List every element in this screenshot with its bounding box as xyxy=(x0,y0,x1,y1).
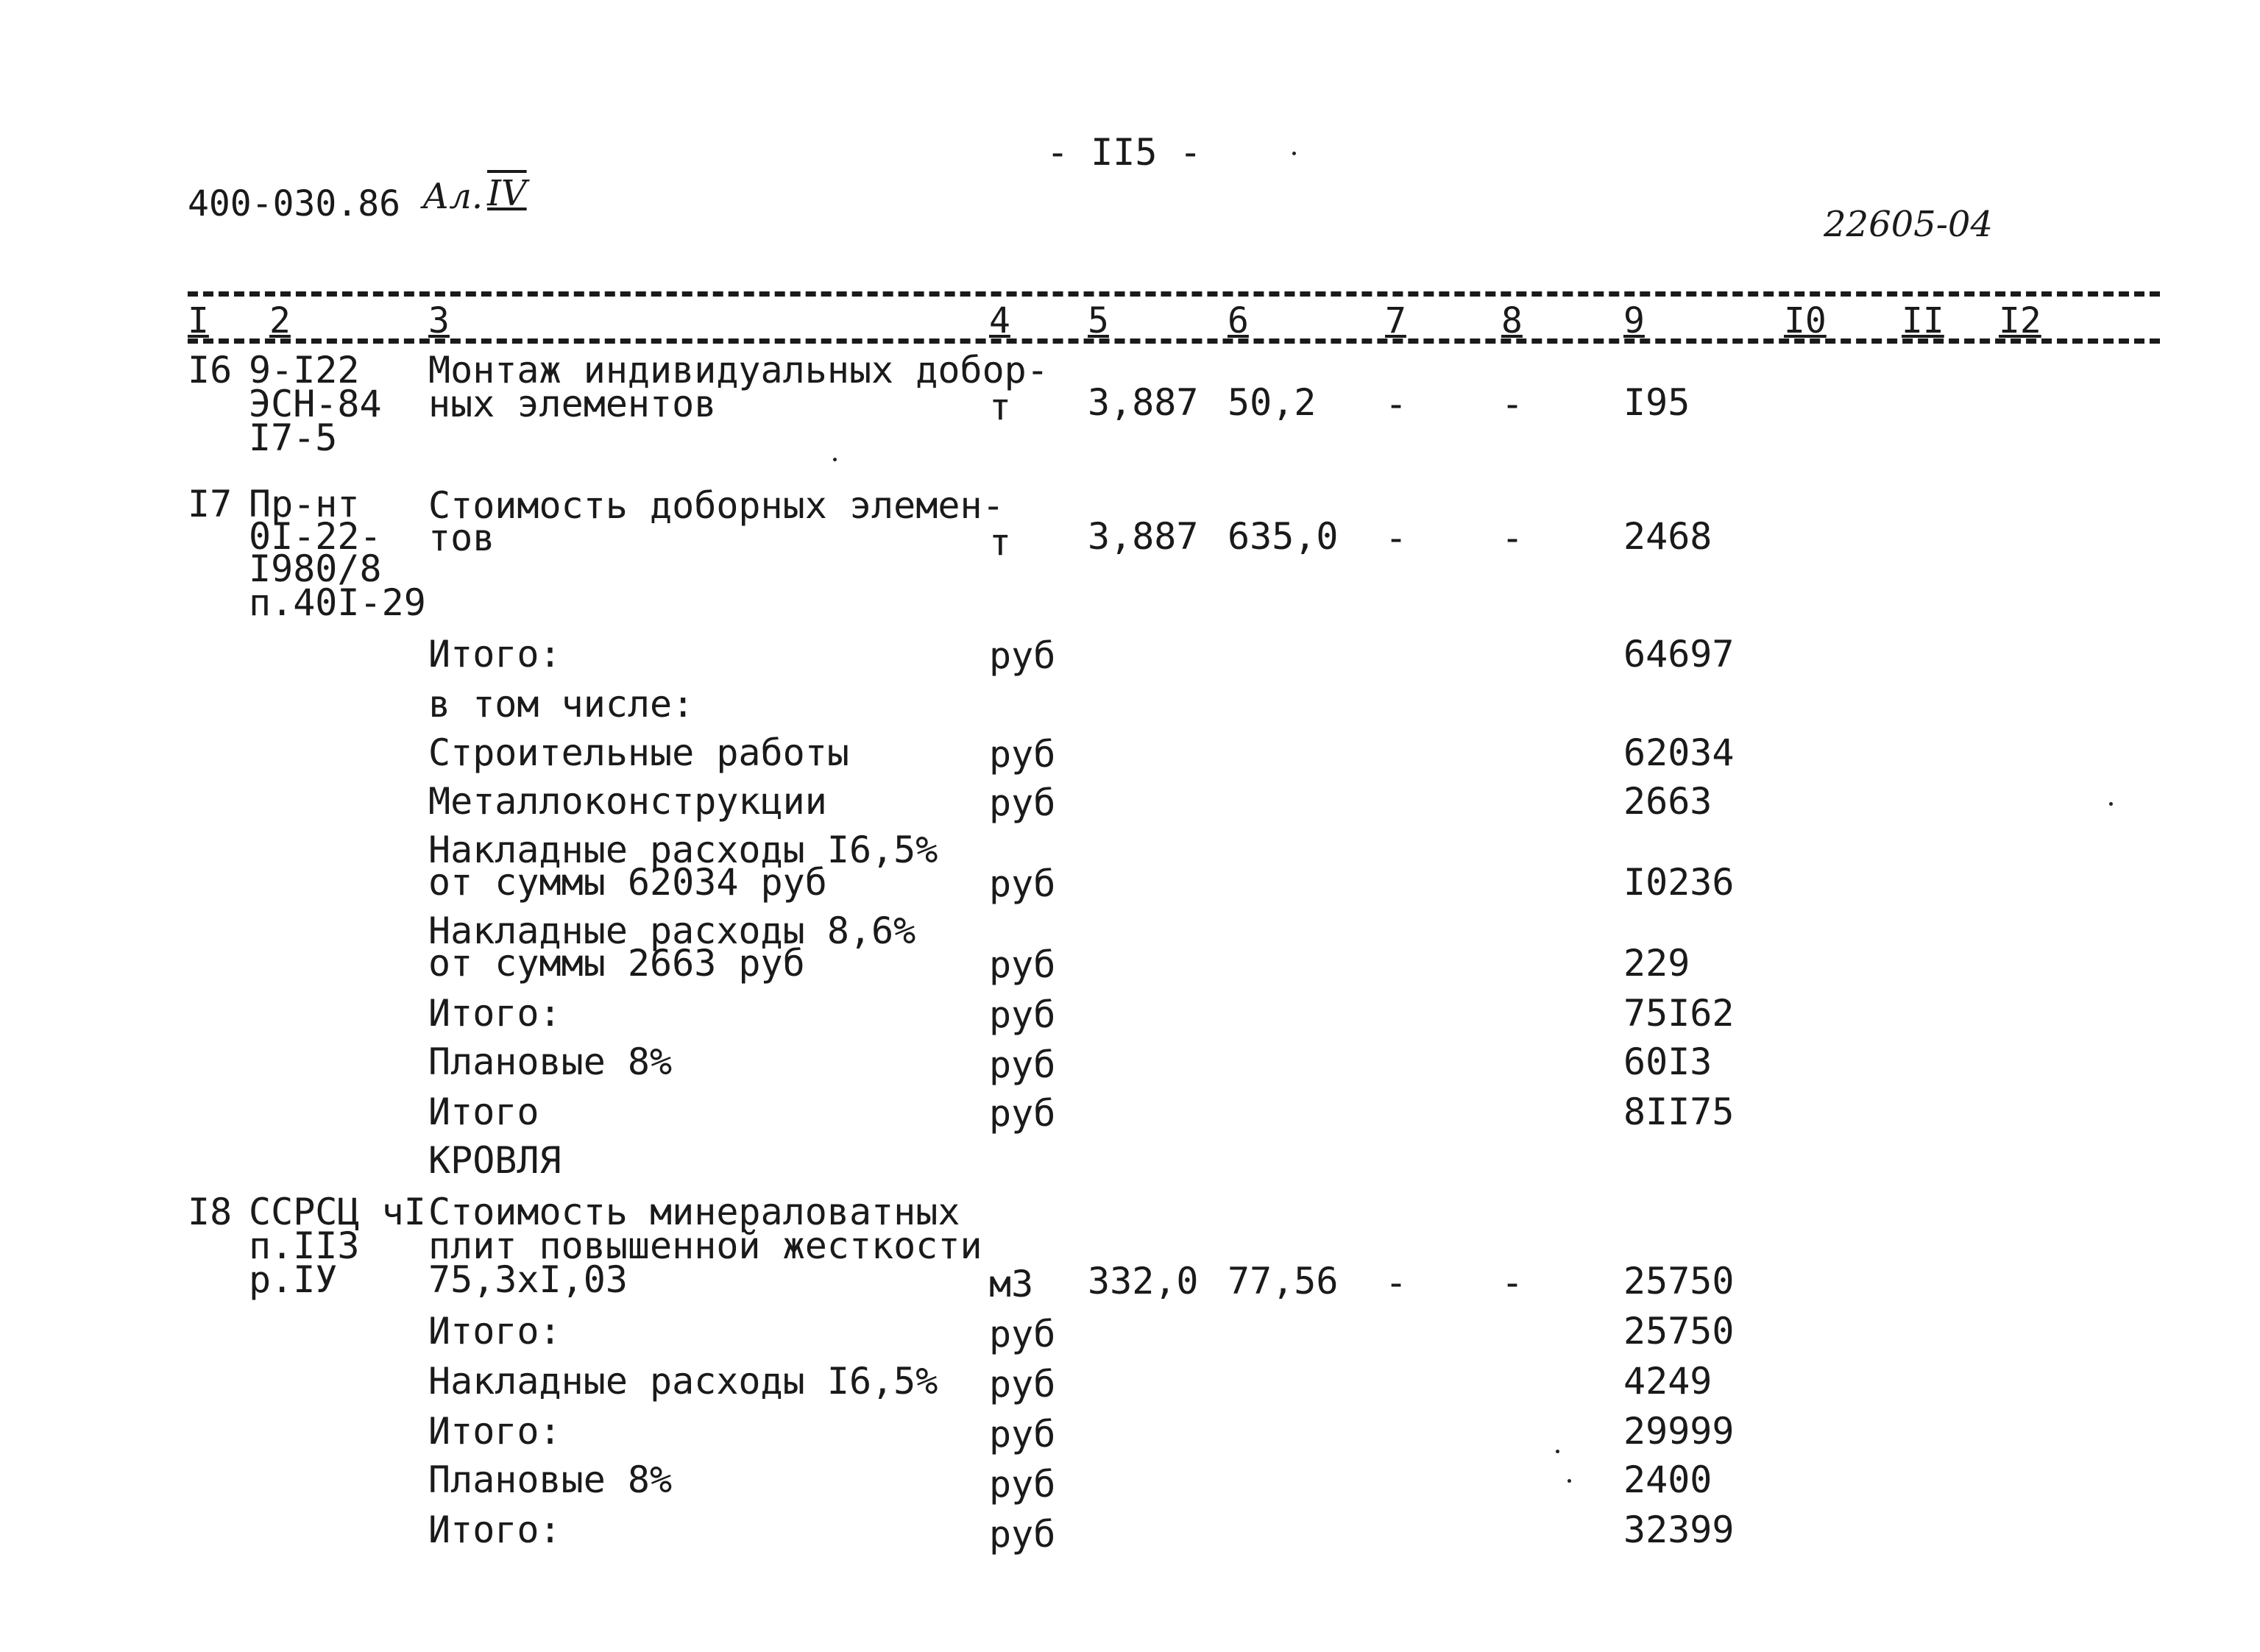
total-cost: 25750 xyxy=(1623,1310,1735,1353)
quantity: 3,887 xyxy=(1088,515,1199,558)
subtotal-label: Итого xyxy=(428,1091,539,1133)
col-num-1: I xyxy=(188,300,209,341)
unit: руб xyxy=(989,1092,1056,1135)
total-cost: 229 xyxy=(1623,942,1690,985)
subtotal-label: от суммы 62034 руб xyxy=(428,861,827,904)
col-num-8: 8 xyxy=(1501,300,1523,341)
subtotal-label: Итого: xyxy=(428,1509,562,1551)
item-description: ных элементов xyxy=(428,383,717,425)
col8-value: - xyxy=(1501,383,1524,425)
norm-code-line: I980/8 xyxy=(249,547,382,590)
col-num-7: 7 xyxy=(1385,300,1406,341)
norm-code-line: ЭСН-84 xyxy=(249,383,382,425)
item-description: Стоимость минераловатных xyxy=(428,1191,960,1233)
header-rule-bottom xyxy=(188,338,2160,344)
col8-value: - xyxy=(1501,1261,1524,1304)
total-cost: 32399 xyxy=(1623,1509,1735,1551)
item-description: Стоимость доборных элемен- xyxy=(428,484,1005,527)
norm-code-line: п.40I-29 xyxy=(249,581,426,624)
norm-code-line: 0I-22- xyxy=(249,515,382,558)
col-num-12: I2 xyxy=(1999,300,2041,341)
scan-speck xyxy=(1292,152,1296,155)
norm-code-line: 9-I22 xyxy=(249,349,360,391)
total-cost: I0236 xyxy=(1623,861,1735,904)
col-num-10: I0 xyxy=(1784,300,1827,341)
col7-value: - xyxy=(1385,517,1408,559)
norm-code-line: Пр-нт xyxy=(249,483,360,525)
header-rule-top xyxy=(188,291,2160,297)
total-cost: 60I3 xyxy=(1623,1041,1712,1083)
total-cost: 2663 xyxy=(1623,780,1712,823)
row-number: I7 xyxy=(188,483,233,525)
subtotal-label: Итого: xyxy=(428,1410,562,1453)
norm-code-line: I7-5 xyxy=(249,416,338,459)
norm-code-line: ССРСЦ чI xyxy=(249,1191,426,1233)
subtotal-label: Строительные работы xyxy=(428,731,849,774)
unit: руб xyxy=(989,1363,1056,1405)
page-number: - II5 - xyxy=(1046,131,1202,174)
unit: т xyxy=(989,521,1012,564)
unit: руб xyxy=(989,634,1056,677)
col-num-3: 3 xyxy=(428,300,450,341)
col-num-4: 4 xyxy=(989,300,1010,341)
unit-price: 635,0 xyxy=(1228,515,1339,558)
subtotal-label: Итого: xyxy=(428,1310,562,1353)
total-cost: 75I62 xyxy=(1623,992,1735,1035)
total-cost: 29999 xyxy=(1623,1410,1735,1453)
scan-speck xyxy=(1556,1450,1559,1453)
unit: руб xyxy=(989,993,1056,1036)
col-num-6: 6 xyxy=(1228,300,1249,341)
unit: руб xyxy=(989,1463,1056,1506)
row-number: I8 xyxy=(188,1191,233,1233)
total-cost: 4249 xyxy=(1623,1360,1712,1403)
unit-price: 77,56 xyxy=(1228,1260,1339,1302)
total-cost: 62034 xyxy=(1623,731,1735,774)
col-num-5: 5 xyxy=(1088,300,1109,341)
total-cost: 25750 xyxy=(1623,1260,1735,1302)
unit: руб xyxy=(989,1513,1056,1556)
quantity: 332,0 xyxy=(1088,1260,1199,1302)
total-cost: 64697 xyxy=(1623,633,1735,676)
unit: руб xyxy=(989,781,1056,824)
total-cost: I95 xyxy=(1623,381,1690,424)
row-number: I6 xyxy=(188,349,233,391)
unit: руб xyxy=(989,862,1056,905)
unit: руб xyxy=(989,943,1056,986)
col-num-11: II xyxy=(1902,300,1944,341)
norm-code-line: п.II3 xyxy=(249,1224,360,1267)
col7-value: - xyxy=(1385,1261,1408,1304)
subtotal-label: Накладные расходы 8,6% xyxy=(428,910,916,952)
subtotal-label: Накладные расходы I6,5% xyxy=(428,1360,938,1403)
handwritten-stamp: 22605-04 xyxy=(1824,204,1993,245)
unit: руб xyxy=(989,1413,1056,1456)
total-cost: 2468 xyxy=(1623,515,1712,558)
item-description: 75,3хI,03 xyxy=(428,1258,628,1301)
col8-value: - xyxy=(1501,517,1524,559)
subtotal-label: Накладные расходы I6,5% xyxy=(428,829,938,871)
col-num-9: 9 xyxy=(1623,300,1645,341)
subtotal-label: в том числе: xyxy=(428,683,695,726)
col7-value: - xyxy=(1385,383,1408,425)
item-description: тов xyxy=(428,517,495,559)
unit: м3 xyxy=(989,1263,1034,1305)
scan-speck xyxy=(833,458,837,461)
unit-price: 50,2 xyxy=(1228,381,1317,424)
item-description: Монтаж индивидуальных добор- xyxy=(428,349,1049,391)
subtotal-label: Итого: xyxy=(428,992,562,1035)
album-label: Ал. xyxy=(422,176,483,217)
unit: руб xyxy=(989,733,1056,776)
scan-speck xyxy=(2109,802,2113,806)
unit: т xyxy=(989,386,1012,428)
unit: руб xyxy=(989,1313,1056,1355)
col-num-2: 2 xyxy=(269,300,291,341)
quantity: 3,887 xyxy=(1088,381,1199,424)
document-code: 400-030.86 xyxy=(188,183,400,224)
subtotal-label: Итого: xyxy=(428,633,562,676)
total-cost: 2400 xyxy=(1623,1458,1712,1501)
section-title: КРОВЛЯ xyxy=(428,1139,562,1182)
subtotal-label: Плановые 8% xyxy=(428,1041,673,1083)
item-description: плит повышенной жесткости xyxy=(428,1224,982,1267)
total-cost: 8II75 xyxy=(1623,1091,1735,1133)
album-number: IV xyxy=(487,173,527,214)
norm-code-line: р.IУ xyxy=(249,1258,338,1301)
subtotal-label: Металлоконструкции xyxy=(428,780,827,823)
scan-speck xyxy=(1568,1479,1571,1483)
unit: руб xyxy=(989,1043,1056,1086)
subtotal-label: Плановые 8% xyxy=(428,1458,673,1501)
subtotal-label: от суммы 2663 руб xyxy=(428,942,805,985)
